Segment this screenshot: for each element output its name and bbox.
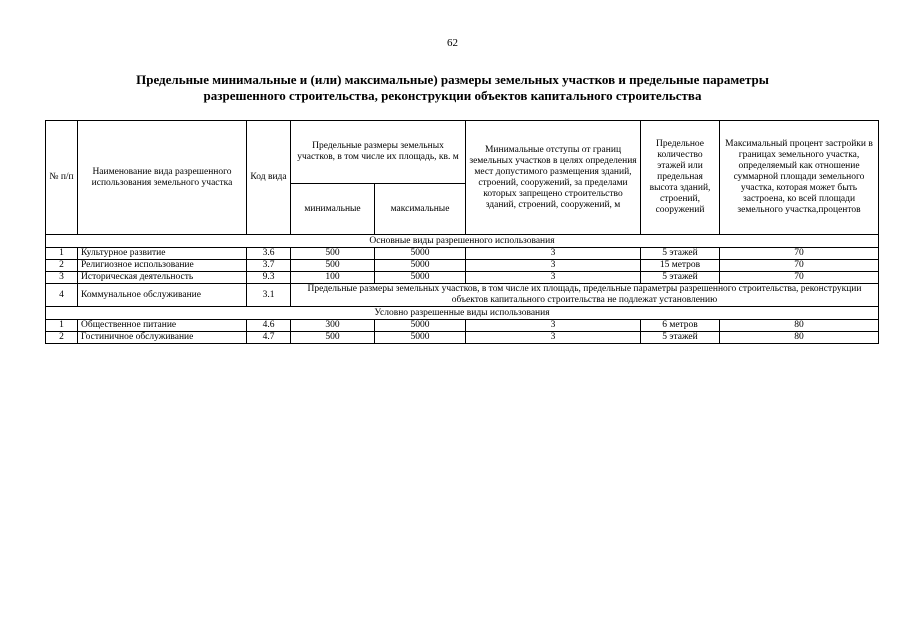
cell-code: 3.1 — [247, 284, 291, 307]
header-size-min: минимальные — [291, 184, 375, 235]
cell-max: 5000 — [375, 320, 466, 332]
cell-code: 9.3 — [247, 272, 291, 284]
cell-num: 1 — [46, 248, 78, 260]
cell-coverage: 80 — [720, 332, 879, 344]
section-main-title: Основные виды разрешенного использования — [46, 235, 879, 248]
table-row — [46, 284, 879, 307]
cell-name: Гостиничное обслуживание — [78, 332, 247, 344]
cell-name: Религиозное использование — [78, 260, 247, 272]
cell-setback: 3 — [466, 320, 641, 332]
cell-name: Историческая деятельность — [78, 272, 247, 284]
cell-num: 2 — [46, 260, 78, 272]
cell-max: 5000 — [375, 272, 466, 284]
cell-min: 300 — [291, 320, 375, 332]
cell-floors: 15 метров — [641, 260, 720, 272]
header-num: № п/п — [46, 121, 78, 235]
header-floors: Предельное количество этажей или предельная высота зданий, строений, сооружений — [641, 121, 720, 235]
table-row — [46, 332, 879, 344]
cell-code: 3.6 — [247, 248, 291, 260]
cell-name: Общественное питание — [78, 320, 247, 332]
table-row — [46, 272, 879, 284]
cell-setback: 3 — [466, 260, 641, 272]
cell-num: 2 — [46, 332, 78, 344]
cell-coverage: 70 — [720, 260, 879, 272]
cell-not-established-note: Предельные размеры земельных участков, в том числе их площадь, предельные параметры разрешенного строительства, реконструкции объектов капитального строительства не подлежат установлению — [291, 284, 879, 307]
cell-code: 3.7 — [247, 260, 291, 272]
title-line-2: разрешенного строительства, реконструкции объектов капитального строительства — [203, 88, 702, 103]
cell-floors: 5 этажей — [641, 272, 720, 284]
cell-coverage: 70 — [720, 248, 879, 260]
cell-setback: 3 — [466, 248, 641, 260]
section-conditional-title: Условно разрешенные виды использования — [46, 307, 879, 320]
cell-num: 3 — [46, 272, 78, 284]
header-setback: Минимальные отступы от границ земельных участков в целях определения мест допустимого размещения зданий, строений, сооружений, за пределами которых запрещено строительство зданий, строений, сооружений, м — [466, 121, 641, 235]
land-parameters-table — [45, 120, 879, 344]
header-size-group: Предельные размеры земельных участков, в том числе их площадь, кв. м — [291, 121, 466, 184]
cell-min: 500 — [291, 332, 375, 344]
document-title — [40, 72, 865, 104]
cell-max: 5000 — [375, 332, 466, 344]
cell-code: 4.7 — [247, 332, 291, 344]
table-row — [46, 320, 879, 332]
header-name: Наименование вида разрешенного использования земельного участка — [78, 121, 247, 235]
cell-code: 4.6 — [247, 320, 291, 332]
cell-coverage: 70 — [720, 272, 879, 284]
cell-coverage: 80 — [720, 320, 879, 332]
cell-min: 100 — [291, 272, 375, 284]
cell-setback: 3 — [466, 272, 641, 284]
cell-min: 500 — [291, 248, 375, 260]
cell-min: 500 — [291, 260, 375, 272]
cell-name: Культурное развитие — [78, 248, 247, 260]
table-row — [46, 260, 879, 272]
cell-num: 1 — [46, 320, 78, 332]
cell-floors: 5 этажей — [641, 332, 720, 344]
cell-max: 5000 — [375, 248, 466, 260]
cell-floors: 5 этажей — [641, 248, 720, 260]
cell-num: 4 — [46, 284, 78, 307]
cell-max: 5000 — [375, 260, 466, 272]
cell-name: Коммунальное обслуживание — [78, 284, 247, 307]
table-row — [46, 248, 879, 260]
cell-setback: 3 — [466, 332, 641, 344]
page-number: 62 — [447, 37, 458, 49]
header-size-max: максимальные — [375, 184, 466, 235]
header-coverage: Максимальный процент застройки в границах земельного участка, определяемый как отношение суммарной площади земельного участка, которая может быть застроена, ко всей площади земельного участка,процентов — [720, 121, 879, 235]
header-code: Код вида — [247, 121, 291, 235]
cell-floors: 6 метров — [641, 320, 720, 332]
title-line-1: Предельные минимальные и (или) максимальные) размеры земельных участков и предельные параметры — [136, 72, 769, 87]
